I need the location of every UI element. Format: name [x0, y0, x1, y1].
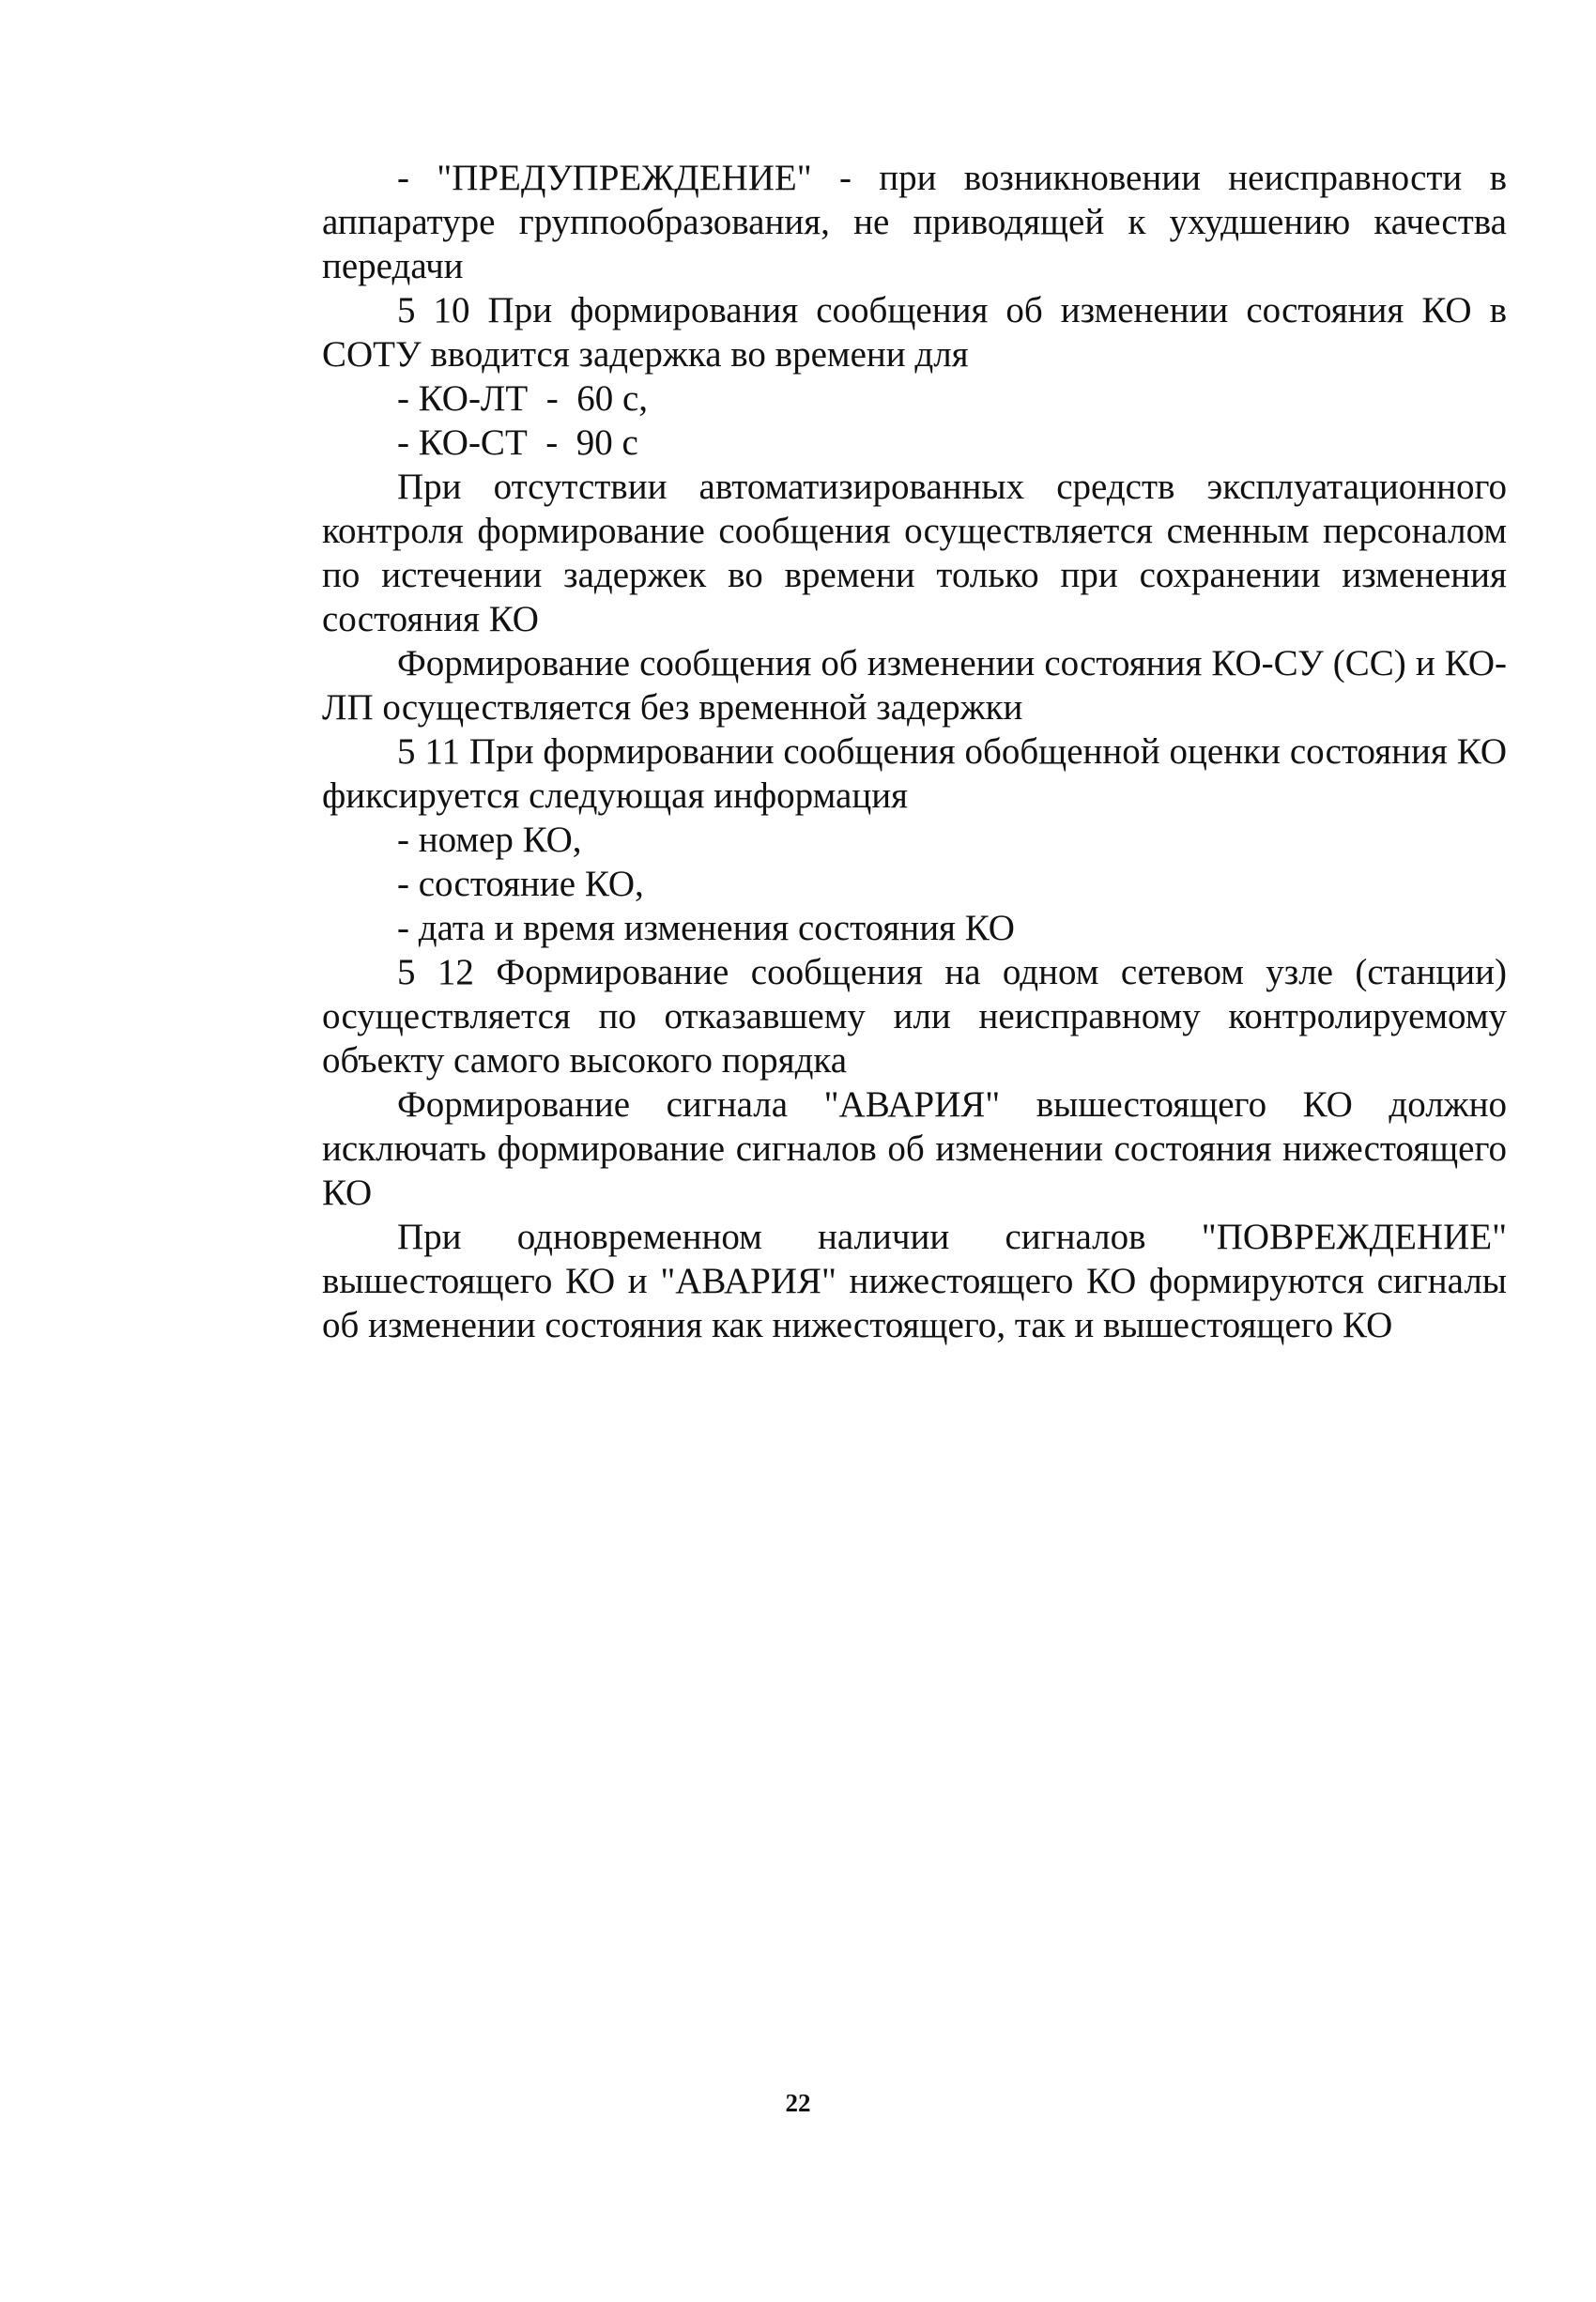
paragraph-5-11: 5 11 При формировании сообщения обобщенной оценки состояния КО фиксируется следующая информация — [322, 731, 1507, 816]
paragraph-alarm-signal: Формирование сигнала "АВАРИЯ" вышестоящего КО должно исключать формирование сигналов об изменении состояния нижестоящего КО — [322, 1084, 1507, 1213]
list-item-number: - номер КО, — [397, 820, 582, 860]
paragraph-5-10: 5 10 При формирования сообщения об изменении состояния КО в СОТУ вводится задержка во времени для — [322, 290, 1507, 375]
paragraph-no-delay: Формирование сообщения об изменении состояния КО-СУ (СС) и КО-ЛП осуществляется без временной задержки — [322, 643, 1507, 728]
paragraph-simultaneous-signals: При одновременном наличии сигналов "ПОВРЕЖДЕНИЕ" вышестоящего КО и "АВАРИЯ" нижестоящего КО формируются сигналы об изменении состояния как нижестоящего, так и вышестоящего КО — [322, 1217, 1507, 1345]
paragraph-5-12: 5 12 Формирование сообщения на одном сетевом узле (станции) осуществляется по отказавшему или неисправному контролируемому объекту самого высокого порядка — [322, 952, 1507, 1081]
paragraph-warning-signal: - "ПРЕДУПРЕЖДЕНИЕ" - при возникновении неисправности в аппаратуре группообразования, не приводящей к ухудшению качества передачи — [322, 158, 1507, 286]
list-item-datetime: - дата и время изменения состояния КО — [397, 908, 1015, 948]
body-text — [322, 156, 1507, 1347]
paragraph-no-automation: При отсутствии автоматизированных средств эксплуатационного контроля формирование сообщения осуществляется сменным персоналом по истечении задержек во времени только при сохранении изменения состояния КО — [322, 467, 1507, 639]
page-number: 22 — [785, 2089, 811, 2117]
list-item-state: - состояние КО, — [397, 864, 644, 904]
list-item-ko-st: - КО-СТ - 90 с — [397, 422, 638, 463]
list-item-ko-lt: - КО-ЛТ - 60 с, — [397, 378, 649, 419]
